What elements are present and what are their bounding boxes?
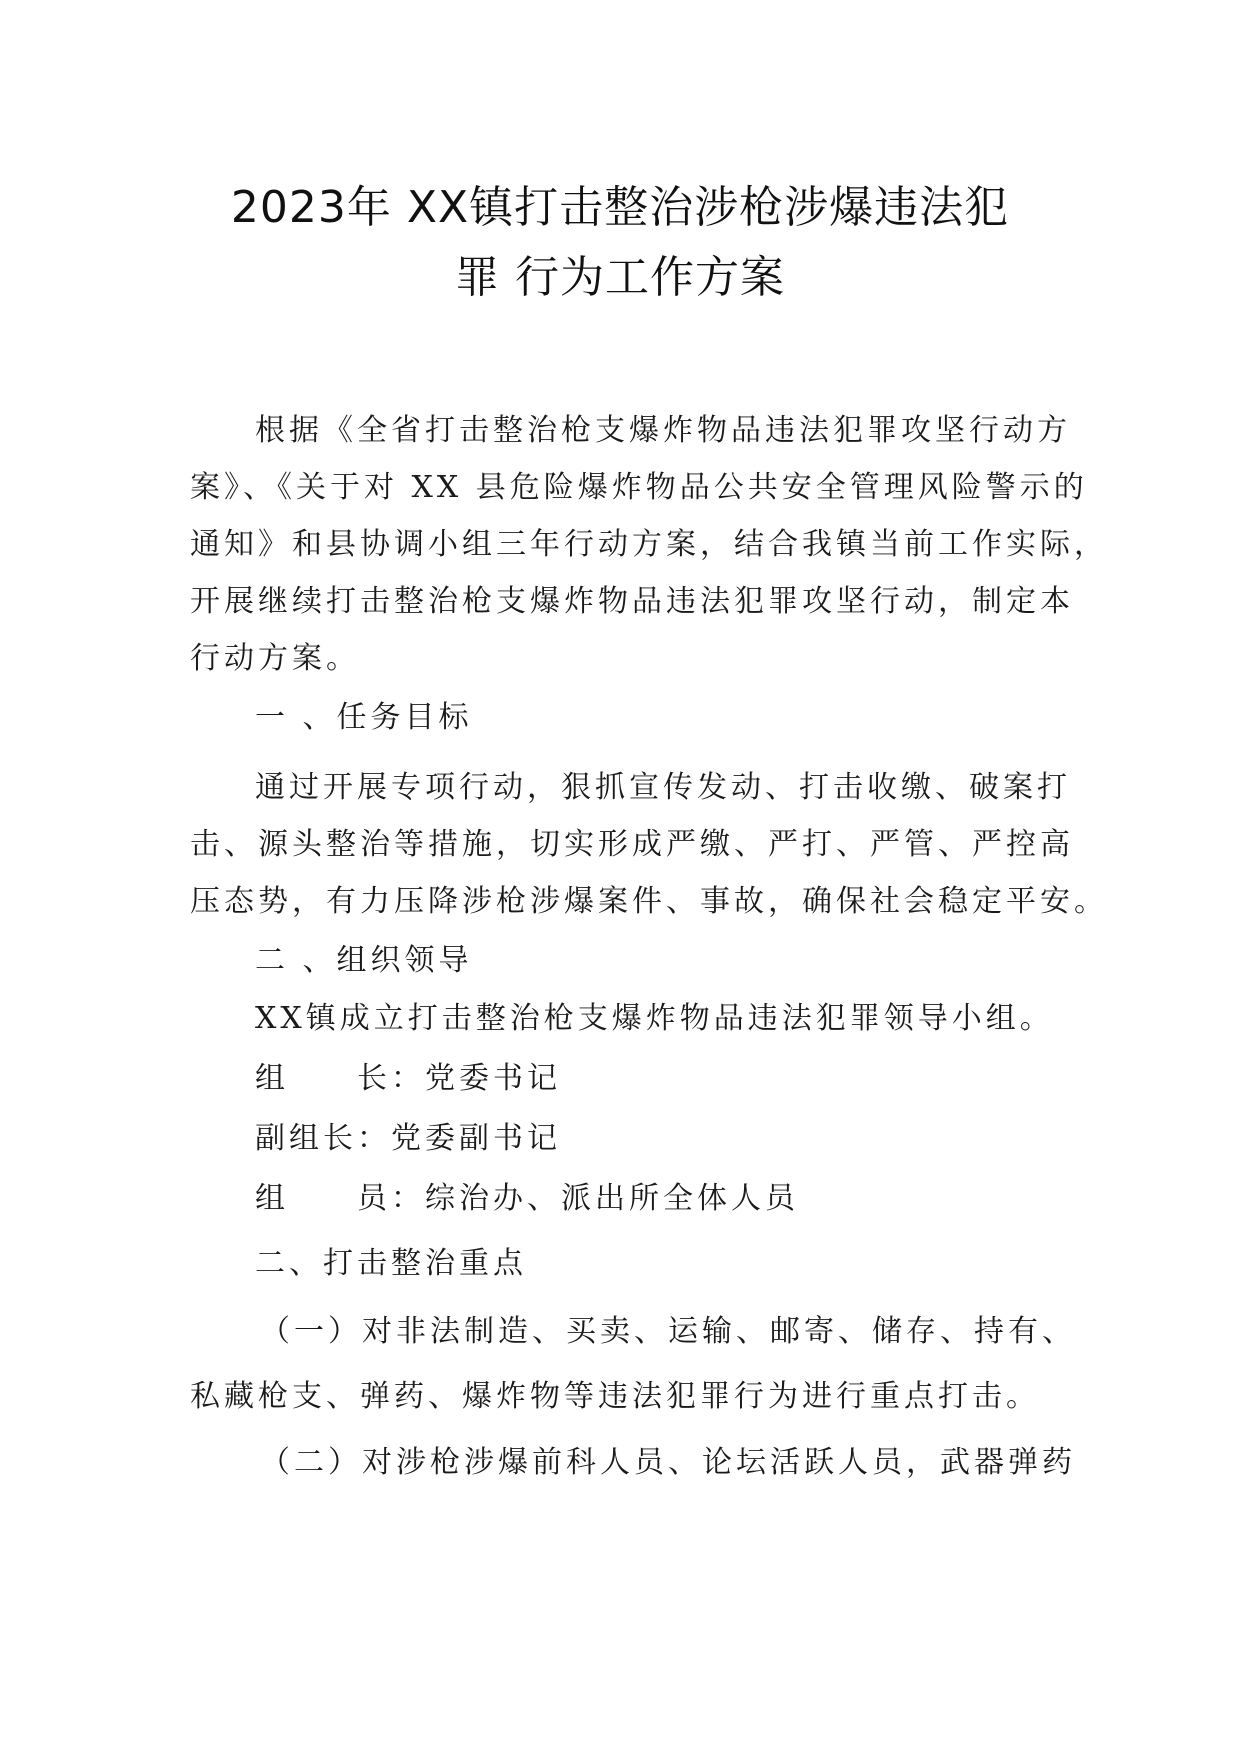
document-title-line2: 罪 行为工作方案 [455,252,785,303]
point2-line1: （二）对涉枪涉爆前科人员、论坛活跃人员，武器弹药 [260,1445,1076,1480]
point1-line1: （一）对非法制造、买卖、运输、邮寄、储存、持有、 [260,1314,1076,1349]
section-heading-task-goals: 一 、任务目标 [255,700,473,735]
paragraph1-line4: 开展继续打击整治枪支爆炸物品违法犯罪攻坚行动，制定本 [190,584,1074,619]
paragraph1-line3: 通知》和县协调小组三年行动方案，结合我镇当前工作实际， [190,527,1108,562]
group-deputy-leader: 副组长：党委副书记 [255,1121,561,1156]
group-members: 组 员：综治办、派出所全体人员 [255,1181,799,1216]
paragraph2-line3: 压态势，有力压降涉枪涉爆案件、事故，确保社会稳定平安。 [190,884,1108,919]
section-heading-key-points: 二、打击整治重点 [255,1246,527,1281]
paragraph1-line5: 行动方案。 [190,641,360,676]
paragraph2-line2: 击、源头整治等措施，切实形成严缴、严打、严管、严控高 [190,827,1074,862]
group-leader: 组 长：党委书记 [255,1061,561,1096]
org-intro: XX镇成立打击整治枪支爆炸物品违法犯罪领导小组。 [255,1001,1054,1036]
paragraph1-line2: 案》、《关于对 XX 县危险爆炸物品公共安全管理风险警示的 [190,470,1088,505]
paragraph2-line1: 通过开展专项行动，狠抓宣传发动、打击收缴、破案打 [255,770,1071,805]
point1-line2: 私藏枪支、弹药、爆炸物等违法犯罪行为进行重点打击。 [190,1379,1040,1414]
paragraph1-line1: 根据《全省打击整治枪支爆炸物品违法犯罪攻坚行动方 [255,413,1071,448]
document-title-line1: 2023年 XX镇打击整治涉枪涉爆违法犯 [230,182,1010,233]
section-heading-organization: 二 、组织领导 [255,943,473,978]
